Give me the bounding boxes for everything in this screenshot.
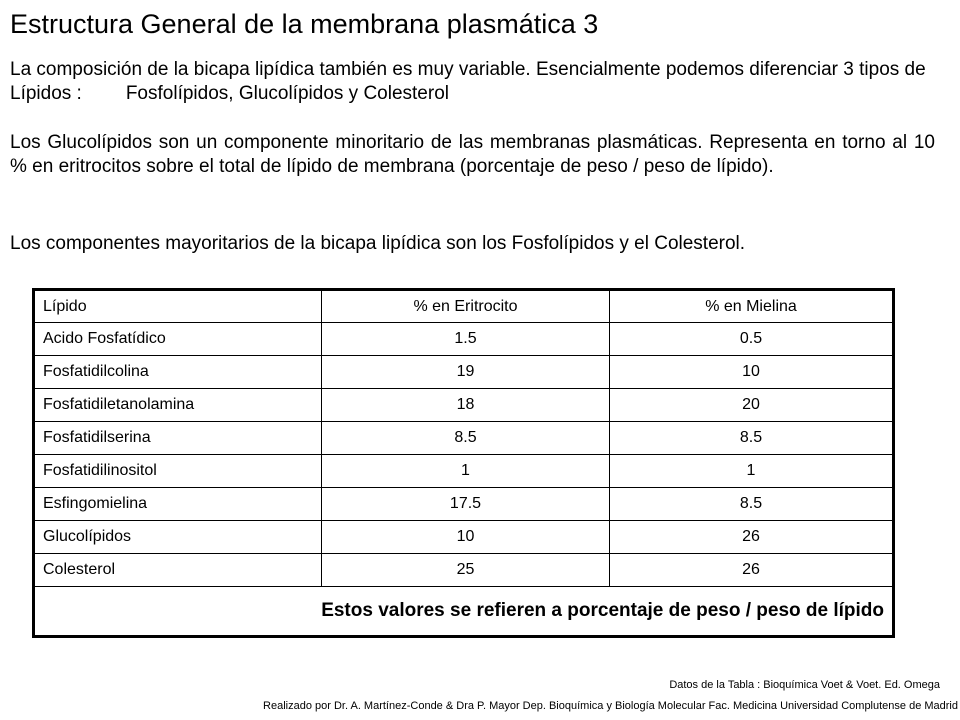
table-row [34,323,894,356]
lipid-name: Fosfatidilcolina [34,356,322,389]
lipid-name: Esfingomielina [34,488,322,521]
table-row [34,422,894,455]
erythrocyte-value: 8.5 [322,422,610,455]
table-source-note: Datos de la Tabla : Bioquímica Voet & Voet. Ed. Omega [669,679,940,691]
lipid-types-list: Fosfolípidos, Glucolípidos y Colesterol [125,83,449,104]
erythrocyte-value: 1 [322,455,610,488]
erythrocyte-value: 17.5 [322,488,610,521]
erythrocyte-value: 10 [322,521,610,554]
myelin-value: 10 [610,356,894,389]
lipid-name: Fosfatidiletanolamina [34,389,322,422]
glycolipids-paragraph: Los Glucolípidos son un componente minoritario de las membranas plasmáticas. Representa en torno al 10 % en eritrocitos sobre el total de lípido de membrana (porcentaje de peso / peso de lípido). [10,132,935,177]
major-components-paragraph: Los componentes mayoritarios de la bicapa lipídica son los Fosfolípidos y el Colesterol. [10,233,746,254]
lipid-name: Glucolípidos [34,521,322,554]
myelin-value: 20 [610,389,894,422]
myelin-value: 26 [610,521,894,554]
table-row [34,554,894,587]
lipid-types-intro: La composición de la bicapa lipídica también es muy variable. Esencialmente podemos diferenciar 3 tipos de Lípidos : [10,59,926,104]
lipid-name: Fosfatidilserina [34,422,322,455]
erythrocyte-value: 1.5 [322,323,610,356]
lipid-name: Fosfatidilinositol [34,455,322,488]
myelin-value: 0.5 [610,323,894,356]
myelin-value: 8.5 [610,422,894,455]
table-row [34,521,894,554]
header-myelin: % en Mielina [610,290,894,323]
table-note: Estos valores se refieren a porcentaje de peso / peso de lípido [34,587,894,637]
table-row [34,455,894,488]
table-row [34,488,894,521]
lipid-name: Colesterol [34,554,322,587]
table-note-row [34,587,894,637]
slide-title: Estructura General de la membrana plasmática 3 [10,9,599,39]
table-row [34,356,894,389]
myelin-value: 8.5 [610,488,894,521]
table-header-row [34,290,894,323]
lipid-name: Acido Fosfatídico [34,323,322,356]
erythrocyte-value: 18 [322,389,610,422]
header-lipid: Lípido [34,290,322,323]
myelin-value: 1 [610,455,894,488]
author-credits: Realizado por Dr. A. Martínez-Conde & Dra P. Mayor Dep. Bioquímica y Biología Molecular Fac. Medicina Universidad Complutense de Madrid [263,700,958,712]
lipid-composition-table [32,288,895,638]
table-row [34,389,894,422]
erythrocyte-value: 19 [322,356,610,389]
header-erythrocyte: % en Eritrocito [322,290,610,323]
lipid-types-paragraph [10,58,935,106]
erythrocyte-value: 25 [322,554,610,587]
myelin-value: 26 [610,554,894,587]
